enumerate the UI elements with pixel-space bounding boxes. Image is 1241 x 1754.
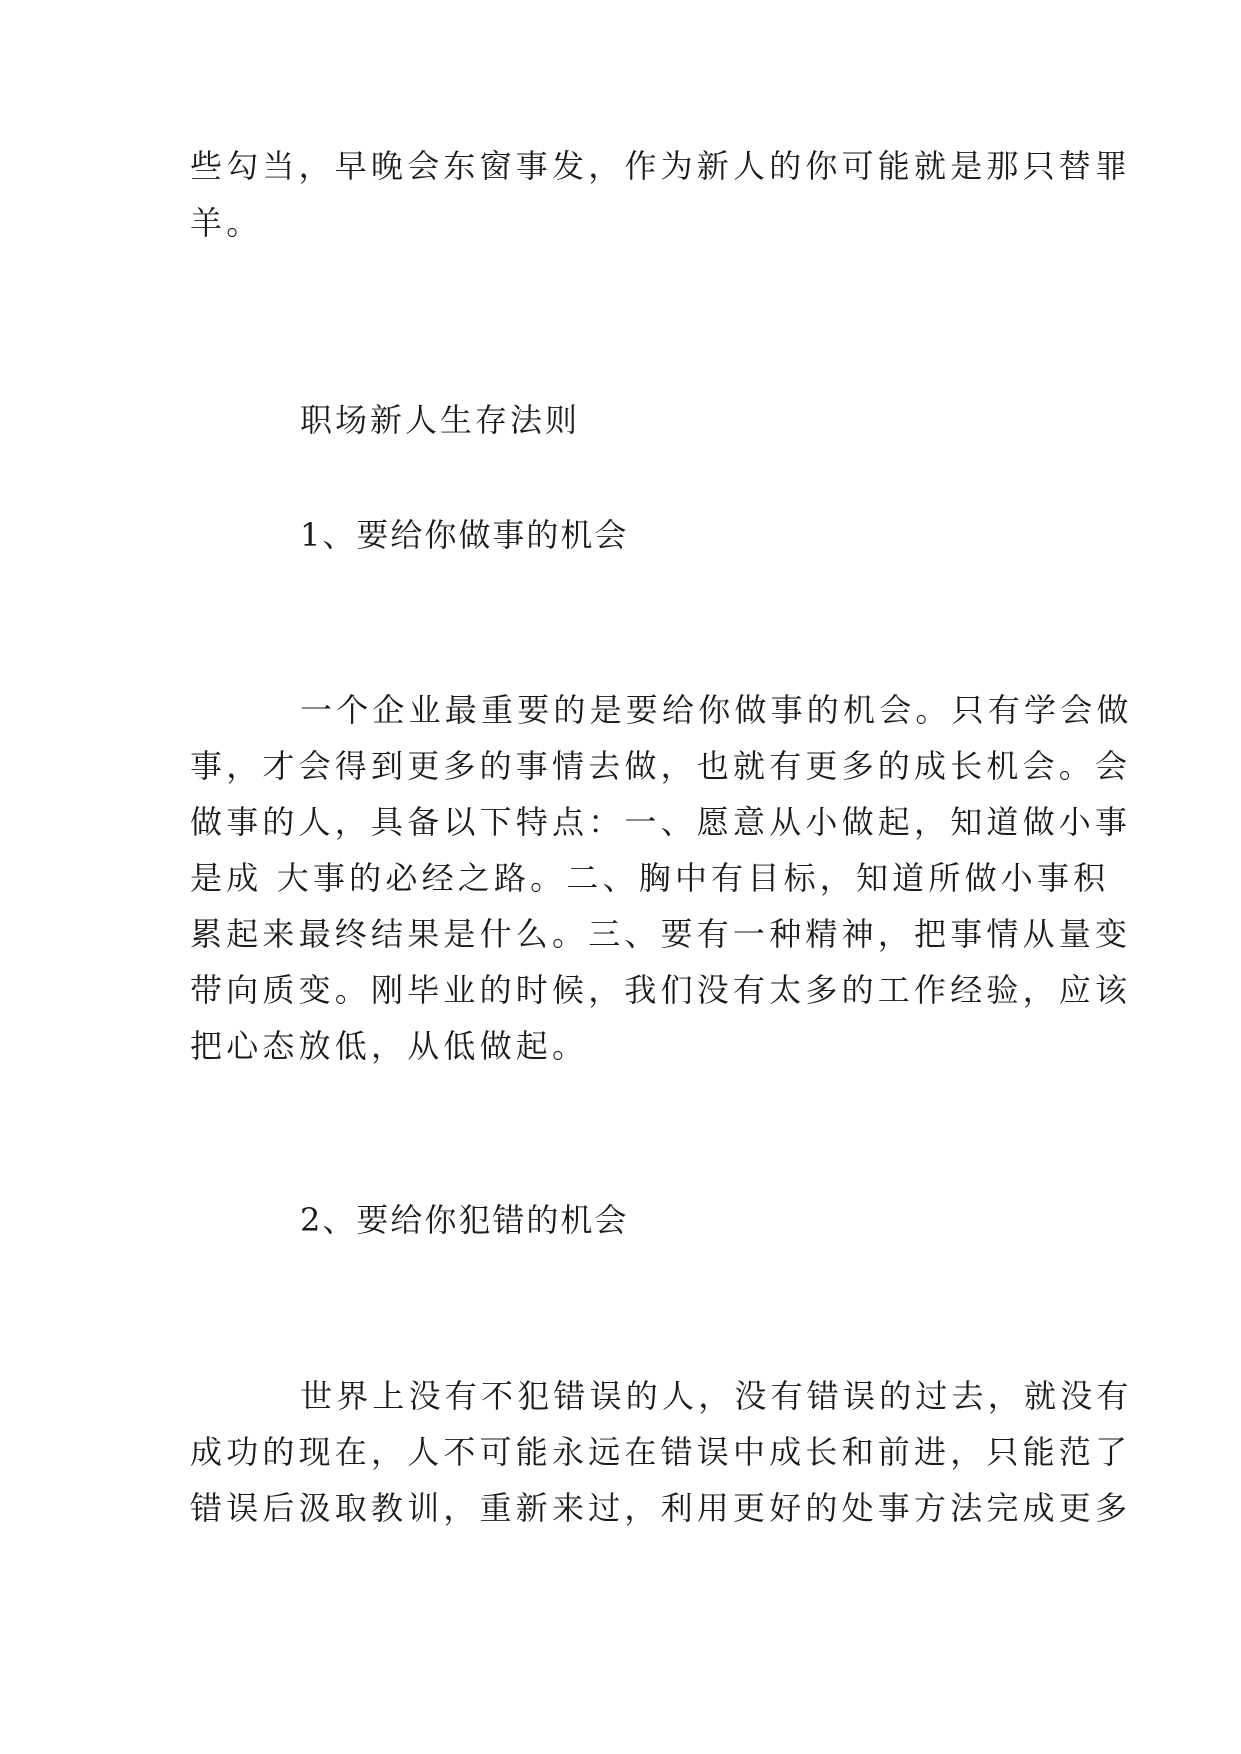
section-2-line-3: 错误后汲取教训，重新来过，利用更好的处事方法完成更多 xyxy=(190,1489,1132,1527)
paragraph-continuation-line-1: 些勾当，早晚会东窗事发，作为新人的你可能就是那只替罪 xyxy=(190,147,1132,185)
section-1-heading: 1、要给你做事的机会 xyxy=(300,516,629,554)
section-1-line-5: 累起来最终结果是什么。三、要有一种精神，把事情从量变 xyxy=(190,915,1132,953)
section-1-line-7: 把心态放低，从低做起。 xyxy=(190,1027,589,1065)
paragraph-continuation-line-2: 羊。 xyxy=(190,204,263,242)
section-1-line-4: 是成 大事的必经之路。二、胸中有目标，知道所做小事积 xyxy=(190,859,1110,897)
section-1-line-3: 做事的人，具备以下特点：一、愿意从小做起，知道做小事 xyxy=(190,803,1132,841)
section-1-line-1: 一个企业最重要的是要给你做事的机会。只有学会做 xyxy=(300,691,1133,729)
document-title: 职场新人生存法则 xyxy=(300,401,581,439)
section-1-line-6: 带向质变。刚毕业的时候，我们没有太多的工作经验，应该 xyxy=(190,971,1132,1009)
section-2-line-1: 世界上没有不犯错误的人，没有错误的过去，就没有 xyxy=(300,1377,1133,1415)
section-2-line-2: 成功的现在，人不可能永远在错误中成长和前进，只能范了 xyxy=(190,1433,1132,1471)
section-1-line-2: 事，才会得到更多的事情去做，也就有更多的成长机会。会 xyxy=(190,747,1132,785)
section-2-heading: 2、要给你犯错的机会 xyxy=(300,1201,629,1239)
